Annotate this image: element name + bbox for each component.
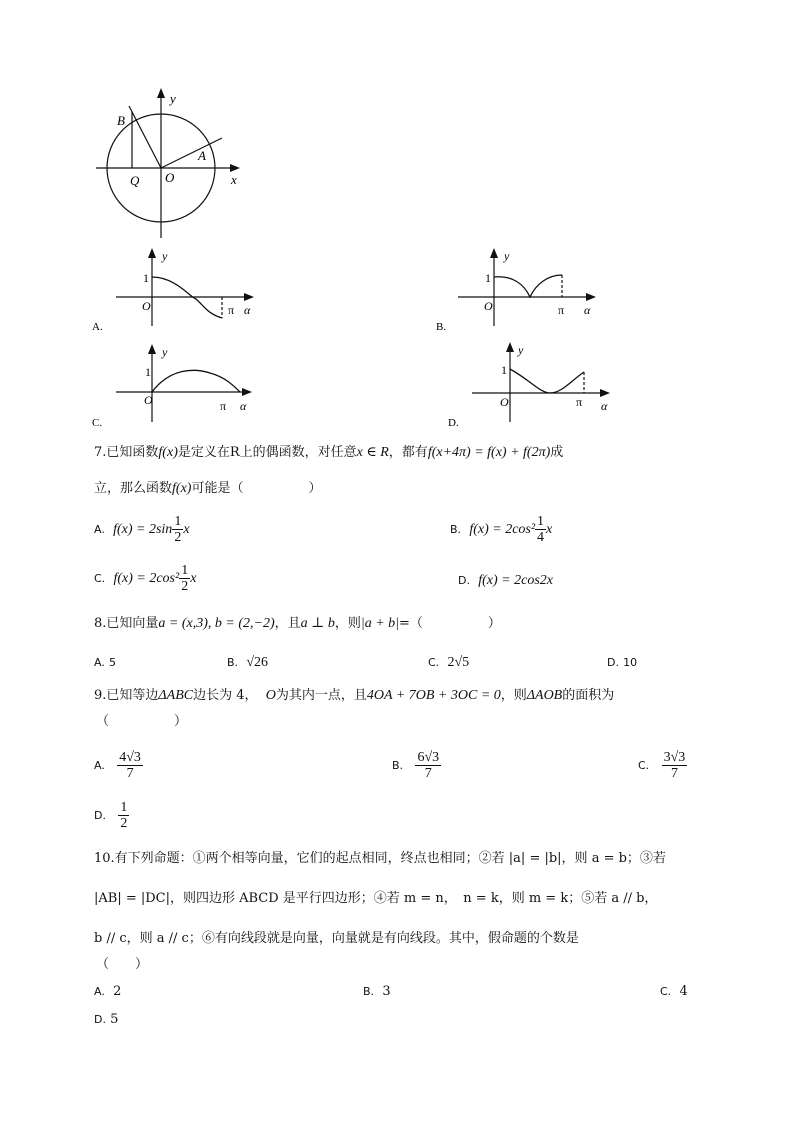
q9-option-c: C. $\frac{3√3}{7}$ bbox=[638, 750, 686, 781]
q10-line3: b // c，则 a // c；⑥有向线段就是向量，向量就是有向线段。其中，假命题的个数是 bbox=[94, 931, 579, 946]
label-y: y bbox=[518, 343, 524, 357]
label-o: O bbox=[142, 299, 151, 313]
x-axis-arrow bbox=[242, 388, 252, 396]
fraction: $\frac{4√3}{7}$ bbox=[119, 750, 141, 781]
x-axis-arrow bbox=[230, 164, 240, 172]
q9-option-d: D. $\frac{1}{2}$ bbox=[94, 800, 128, 831]
label-q: Q bbox=[130, 173, 140, 188]
q10-paren: （ ） bbox=[96, 957, 149, 972]
q7-option-c: C. f(x) = 2cos² $\frac{1}{2}$ x bbox=[94, 563, 197, 594]
label-y: y bbox=[504, 249, 510, 263]
label-o: O bbox=[165, 170, 175, 185]
q10-option-d: D. 5 bbox=[94, 1012, 119, 1027]
q10-option-c: C. 4 bbox=[660, 984, 688, 999]
unit-circle-figure bbox=[92, 86, 252, 246]
q7-option-a: A. f(x) = 2sin $\frac{1}{2}$ x bbox=[94, 514, 190, 545]
fraction: $\frac{1}{2}$ bbox=[174, 514, 182, 545]
option-label: D. bbox=[448, 417, 459, 429]
fraction: $\frac{1}{2}$ bbox=[120, 800, 128, 831]
label-pi: π bbox=[558, 303, 565, 317]
q8-option-c: C. 2√5 bbox=[428, 655, 470, 670]
option-label: A. bbox=[92, 321, 103, 333]
label-alpha: α bbox=[240, 399, 247, 413]
q10-option-b: B. 3 bbox=[363, 984, 391, 999]
graph-option-d bbox=[446, 340, 626, 432]
y-axis-arrow bbox=[490, 248, 498, 258]
label-a: A bbox=[198, 148, 206, 163]
label-y: y bbox=[162, 249, 168, 263]
q9-option-b: B. $\frac{6√3}{7}$ bbox=[392, 750, 440, 781]
q7-option-b: B. f(x) = 2cos² $\frac{1}{4}$ x bbox=[450, 514, 553, 545]
q7-line1: 7.已知函数f(x)是定义在R上的偶函数，对任意x ∈ R，都有f(x+4π) = f(x) + f(2π)成 bbox=[94, 445, 564, 460]
q8-option-a: A. 5 bbox=[94, 656, 116, 669]
y-axis-arrow bbox=[506, 342, 514, 352]
graph-option-b bbox=[434, 244, 614, 336]
q9-paren: （ ） bbox=[96, 714, 188, 729]
curve bbox=[152, 370, 240, 392]
label-one: 1 bbox=[501, 363, 507, 377]
fraction: $\frac{3√3}{7}$ bbox=[663, 750, 686, 781]
q7-line2: 立，那么函数f(x)可能是（ ） bbox=[94, 481, 322, 496]
q8-option-b: B. √26 bbox=[227, 655, 268, 670]
fraction: $\frac{1}{4}$ bbox=[537, 514, 545, 545]
curve bbox=[494, 275, 562, 297]
label-pi: π bbox=[220, 399, 227, 413]
label-alpha: α bbox=[244, 303, 251, 317]
label-y: y bbox=[170, 91, 176, 106]
y-axis-arrow bbox=[148, 248, 156, 258]
q7-option-d: D. f(x) = 2cos2x bbox=[458, 573, 553, 588]
graph-option-c bbox=[90, 340, 270, 432]
label-one: 1 bbox=[485, 271, 491, 285]
curve bbox=[510, 369, 584, 393]
x-axis-arrow bbox=[244, 293, 254, 301]
label-x: x bbox=[231, 172, 237, 187]
y-axis-arrow bbox=[148, 344, 156, 354]
y-axis-arrow bbox=[157, 88, 165, 98]
x-axis-arrow bbox=[586, 293, 596, 301]
label-one: 1 bbox=[143, 271, 149, 285]
x-axis-arrow bbox=[600, 389, 610, 397]
option-label: C. bbox=[92, 417, 103, 429]
fraction: $\frac{6√3}{7}$ bbox=[417, 750, 440, 781]
label-o: O bbox=[500, 395, 509, 409]
label-o: O bbox=[144, 393, 153, 407]
q10-line1: 10.有下列命题：①两个相等向量，它们的起点相同，终点也相同；②若 |a| = |b|，则 a = b；③若 bbox=[94, 851, 666, 866]
label-one: 1 bbox=[145, 365, 151, 379]
label-y: y bbox=[162, 345, 168, 359]
label-alpha: α bbox=[601, 399, 608, 413]
option-label: B. bbox=[436, 321, 447, 333]
q9-option-a: A. $\frac{4√3}{7}$ bbox=[94, 750, 141, 781]
label-pi: π bbox=[576, 395, 583, 409]
label-b: B bbox=[117, 113, 125, 128]
graph-option-a bbox=[90, 244, 270, 336]
ray-ob bbox=[129, 106, 161, 168]
label-alpha: α bbox=[584, 303, 591, 317]
q10-line2: |AB| = |DC|，则四边形 ABCD 是平行四边形；④若 m = n， n = k，则 m = k；⑤若 a // b， bbox=[94, 891, 658, 906]
q8-stem: 8.已知向量a = (x,3), b = (2,−2)，且a ⊥ b，则|a + b|=（ ） bbox=[94, 616, 501, 631]
q9-line1: 9.已知等边ΔABC边长为 4， O为其内一点，且4OA + 7OB + 3OC = 0，则ΔAOB的面积为 bbox=[94, 688, 615, 703]
q8-option-d: D. 10 bbox=[607, 656, 638, 669]
label-o: O bbox=[484, 299, 493, 313]
label-pi: π bbox=[228, 303, 235, 317]
fraction: $\frac{1}{2}$ bbox=[181, 563, 189, 594]
q10-option-a: A. 2 bbox=[94, 984, 122, 999]
